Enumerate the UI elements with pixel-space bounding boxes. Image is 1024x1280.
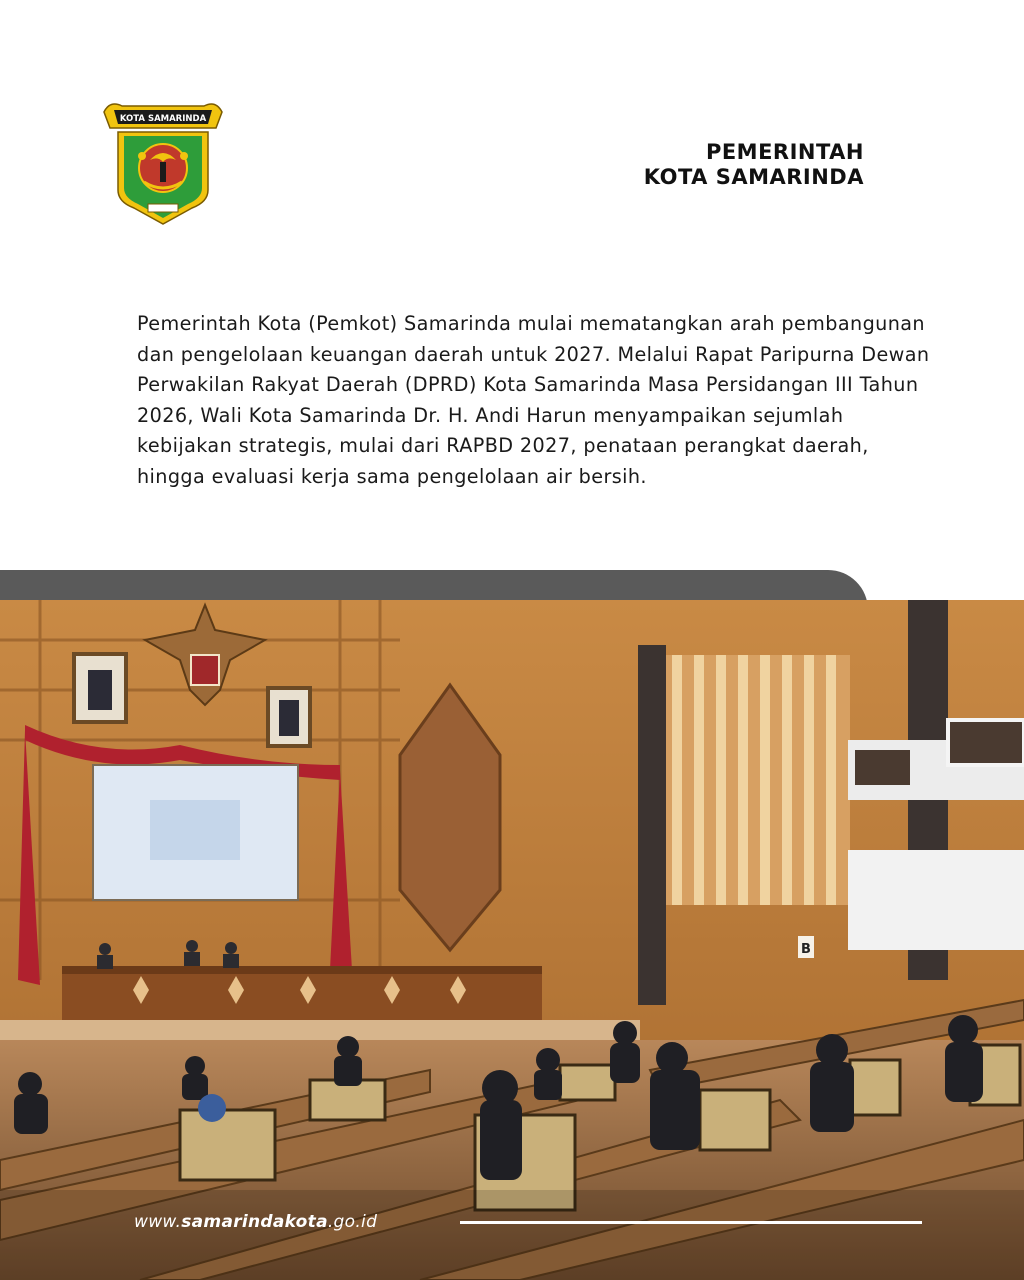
url-prefix: www.: [134, 1212, 182, 1232]
article-paragraph: Pemerintah Kota (Pemkot) Samarinda mulai mematangkan arah pembangunan dan pengelolaan keuangan daerah untuk 2027. Melalui Rapat Paripurna Dewan Perwakilan Rakyat Daerah (DPRD) Kota Samarinda Masa Persidangan III Tahun 2026, Wali Kota Samarinda Dr. H. Andi Harun menyampaikan sejumlah kebijakan strategis, mulai dari RAPBD 2027, penataan perangkat daerah, hingga evaluasi kerja sama pengelolaan air bersih.: [137, 312, 930, 488]
government-title: [644, 140, 864, 190]
city-emblem-logo: [100, 98, 226, 228]
emblem-ribbon-text: KOTA SAMARINDA: [119, 114, 207, 124]
footer-divider: [460, 1221, 922, 1224]
plenary-session-photo: [0, 600, 1024, 1280]
url-domain: samarindakota: [181, 1212, 328, 1232]
dprd-plenary-session-photo: [0, 600, 1024, 1280]
title-line-1: PEMERINTAH: [705, 140, 864, 164]
url-suffix: .go.id: [327, 1212, 378, 1232]
title-line-2: KOTA SAMARINDA: [643, 165, 864, 189]
wall-sign: B: [801, 942, 811, 957]
website-url[interactable]: [134, 1212, 377, 1232]
kota-samarinda-emblem-icon: [100, 98, 226, 228]
